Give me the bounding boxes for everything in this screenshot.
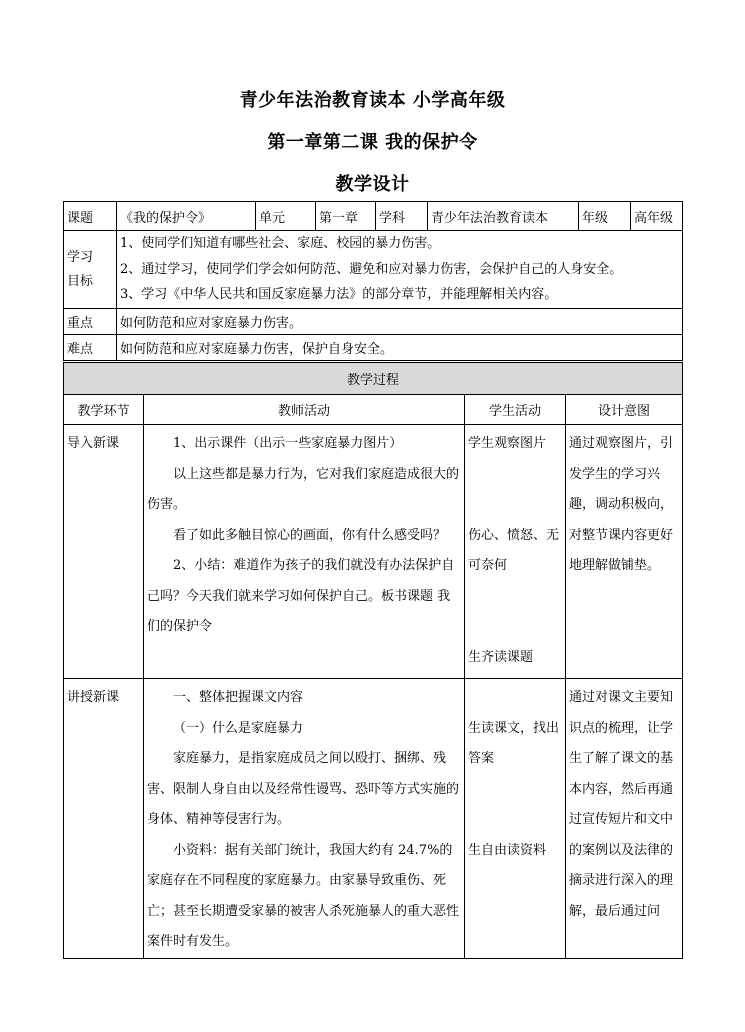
intro-row [64,425,683,679]
grade-label: 年级 [579,202,631,231]
column-header-row [64,395,683,425]
objective-item: 3、学习《中华人民共和国反家庭暴力法》的部分章节，并能理解相关内容。 [120,287,558,303]
student-activity: 生自由读资料 [468,842,547,858]
course-label: 课题 [64,202,117,231]
design-title: 教学设计 [335,174,410,195]
intro-student [465,425,566,679]
student-activity: 生齐读课题 [468,649,534,665]
difficulty-row [64,335,683,361]
grade-value: 高年级 [631,202,683,231]
subject-label: 学科 [376,202,428,231]
course-value: 《我的保护令》 [117,202,256,231]
objectives-list [117,231,683,309]
col-header-student: 学生活动 [465,395,566,425]
col-header-stage: 教学环节 [64,395,144,425]
lesson-title: 第一章第二课 我的保护令 [267,132,478,153]
teacher-paragraph: 看了如此多触目惊心的画面，你有什么感受吗？ [173,527,447,543]
lecture-row [64,679,683,959]
objectives-row [64,231,683,309]
intro-stage: 导入新课 [64,425,144,679]
objectives-label-1: 学习 [67,249,94,265]
unit-value: 第一章 [316,202,376,231]
col-header-teacher: 教师活动 [144,395,465,425]
student-activity: 生读课文，找出答案 [468,720,560,766]
process-header-row [64,363,683,395]
lecture-student [465,679,566,959]
teacher-paragraph: 1、出示课件（出示一些家庭暴力图片） [173,436,403,451]
objectives-label-2: 目标 [67,273,94,289]
lecture-teacher [144,679,465,959]
lecture-stage: 讲授新课 [64,679,144,959]
intro-intent: 通过观察图片，引发学生的学习兴趣，调动积极向，对整节课内容更好地理解做铺垫。 [566,425,683,679]
objectives-label [64,231,117,309]
difficulty-label: 难点 [64,335,117,361]
intro-teacher [144,425,465,679]
key-point-row [64,309,683,335]
col-header-intent: 设计意图 [566,395,683,425]
process-table [63,362,683,959]
objective-item: 1、使同学们知道有哪些社会、家庭、校园的暴力伤害。 [120,236,441,252]
key-point-label: 重点 [64,309,117,335]
lesson-plan-table [63,201,683,361]
key-point-value: 如何防范和应对家庭暴力伤害。 [117,309,683,335]
lecture-intent: 通过对课文主要知识点的梳理，让学生了解了课文的基本内容，然后再通过宣传短片和文中的案例以及法律的摘录进行深入的理解，最后通过问 [566,679,683,959]
doc-title: 青少年法治教育读本 小学高年级 [239,90,506,111]
difficulty-value: 如何防范和应对家庭暴力伤害，保护自身安全。 [117,335,683,361]
teacher-paragraph: 家庭暴力，是指家庭成员之间以殴打、捆绑、残害、限制人身自由以及经常性谩骂、恐吓等方式实施的身体、精神等侵害行为。 [147,751,460,827]
teacher-paragraph: 一、整体把握课文内容 [173,690,304,705]
objective-item: 2、通过学习，使同学们学会如何防范、避免和应对暴力伤害，会保护自己的人身安全。 [120,261,623,277]
teacher-paragraph: 2、小结：难道作为孩子的我们就没有办法保护自己吗？今天我们就来学习如何保护自己。板书课题 我们的保护令 [147,558,455,634]
process-header: 教学过程 [64,363,683,395]
student-activity: 学生观察图片 [468,436,547,451]
teacher-paragraph: 以上这些都是暴力行为，它对我们家庭造成很大的伤害。 [147,466,460,512]
student-activity: 伤心、愤怒、无可奈何 [468,527,560,573]
subject-value: 青少年法治教育读本 [428,202,579,231]
unit-label: 单元 [256,202,316,231]
info-row [64,202,683,231]
teacher-paragraph: 小资料：据有关部门统计，我国大约有 24.7%的家庭存在不同程度的家庭暴力。由家暴导致重伤、死亡；甚至长期遭受家暴的被害人杀死施暴人的重大恶性案件时有发生。 [147,842,460,949]
teacher-paragraph: （一）什么是家庭暴力 [173,720,304,736]
